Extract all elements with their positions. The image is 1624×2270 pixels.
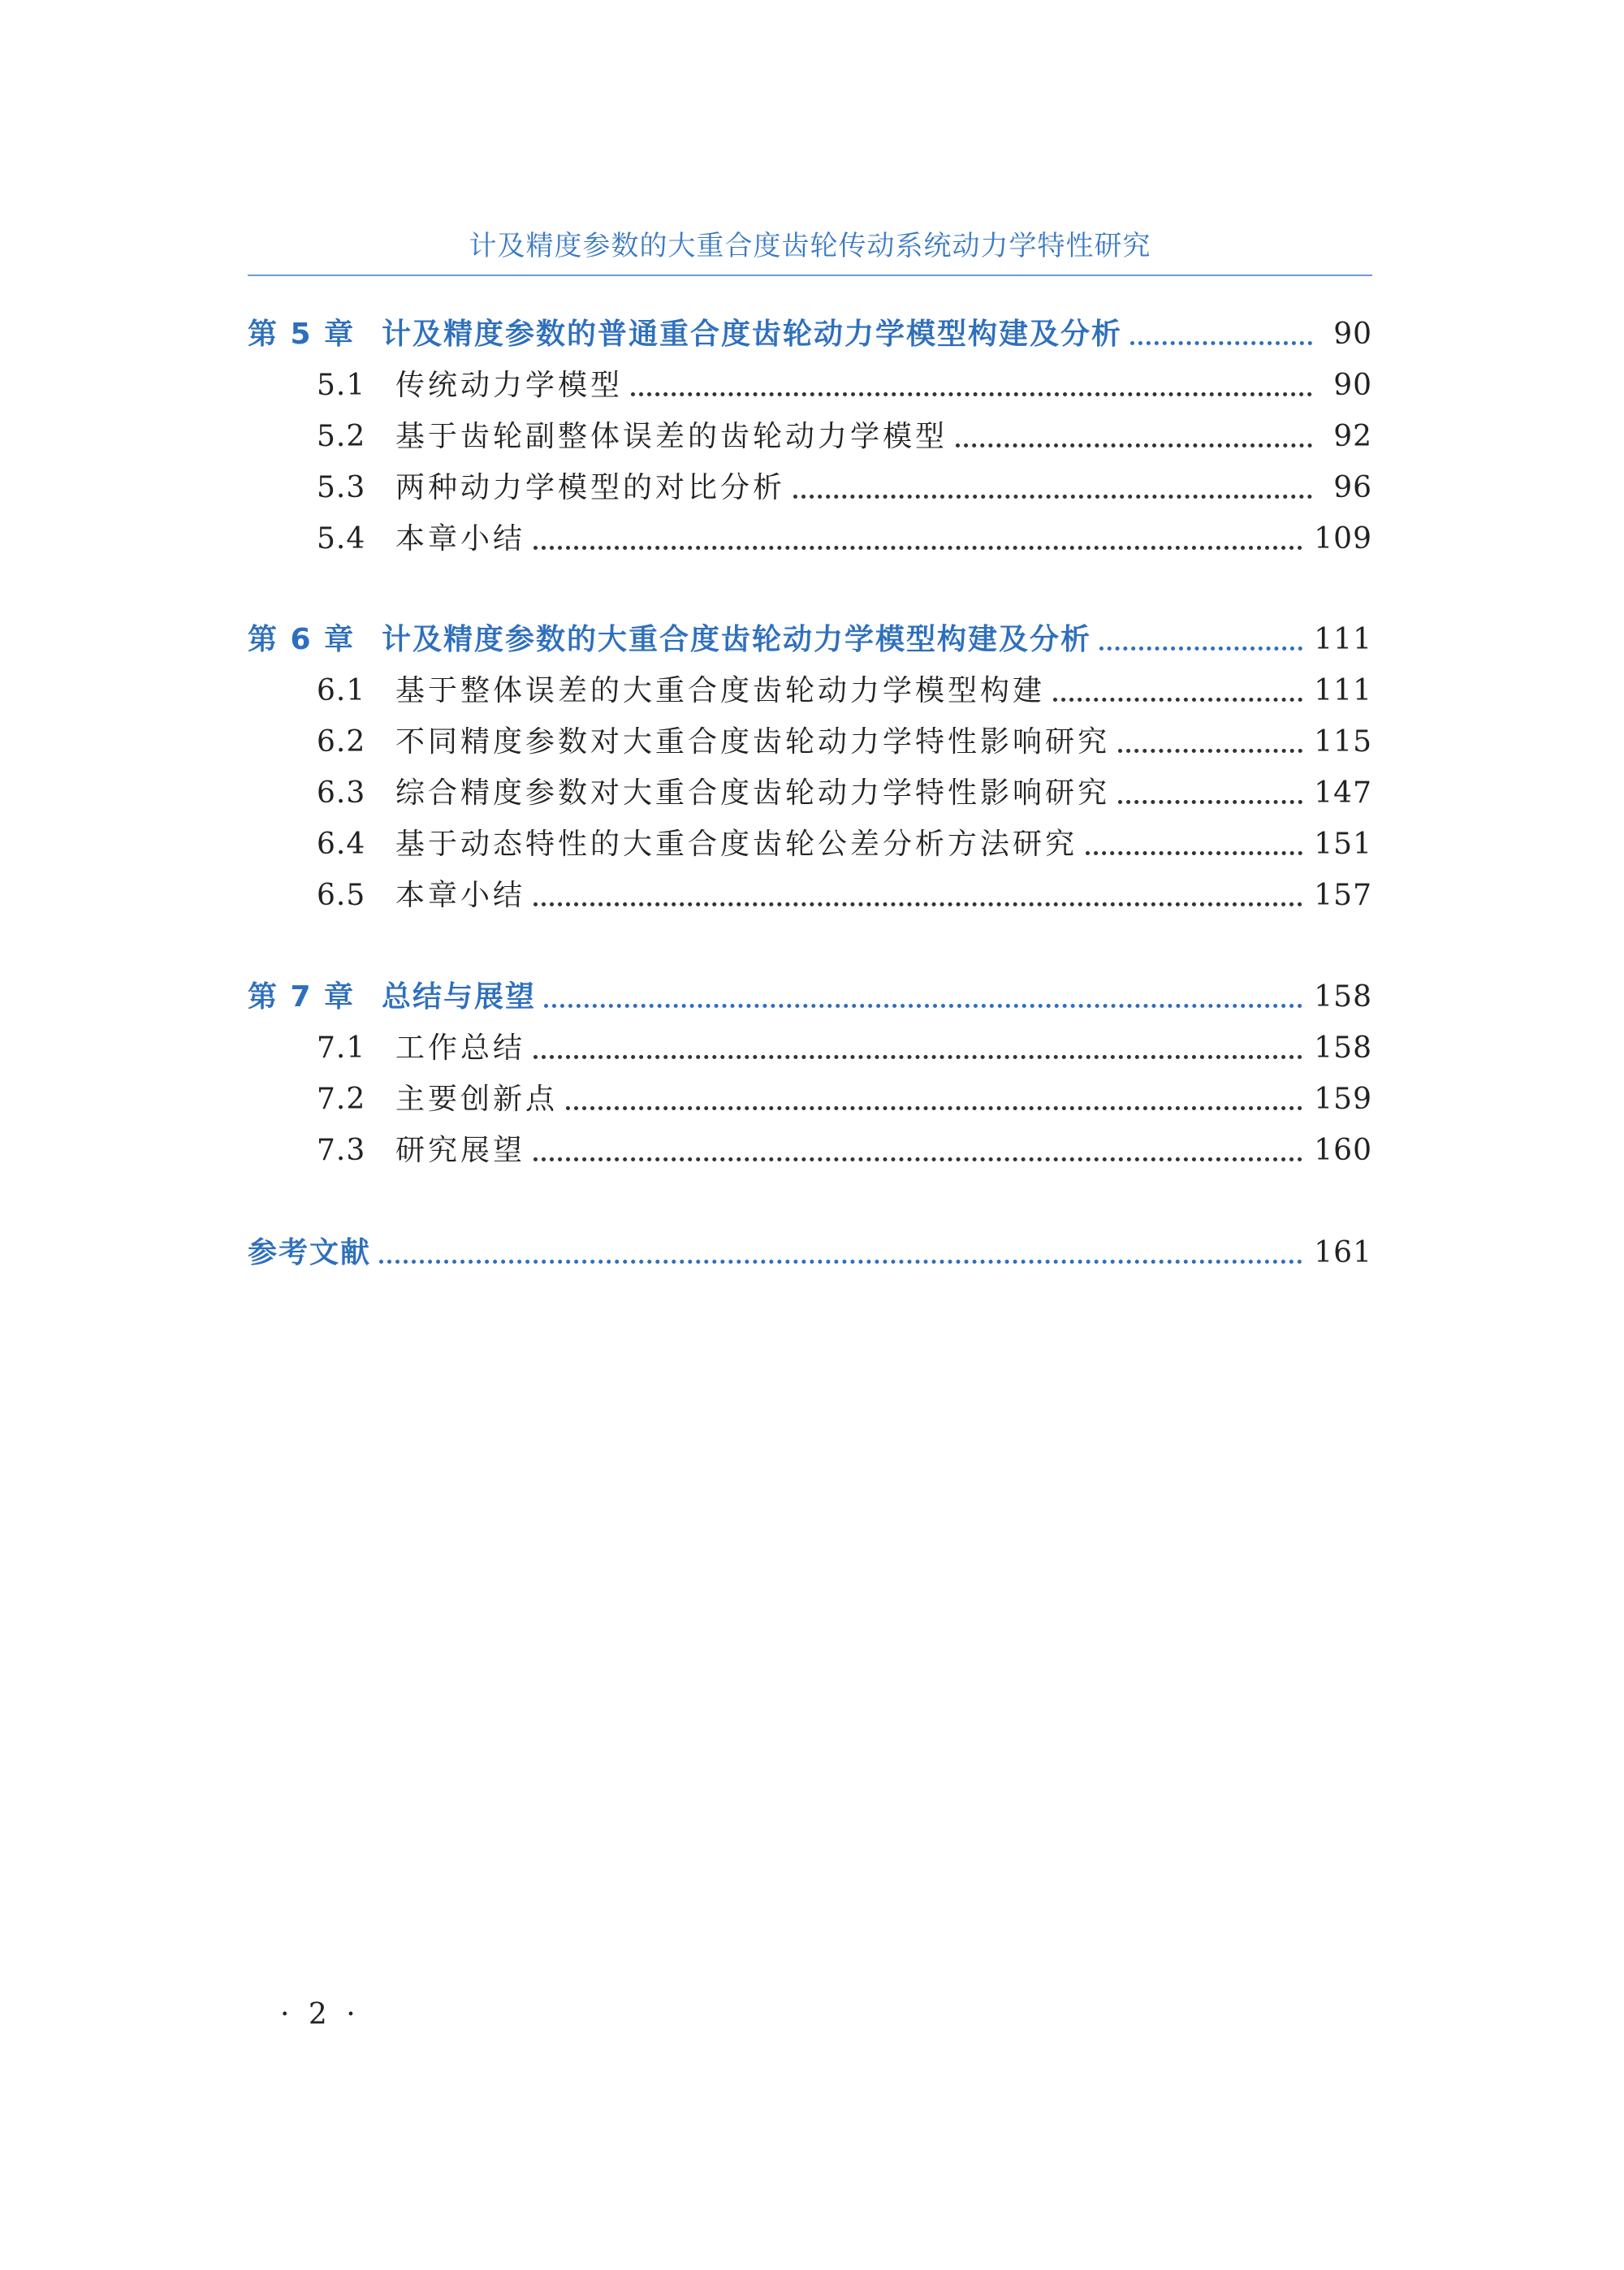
toc-entry-number: 7.2 [317, 1083, 366, 1116]
toc-entry-number: 第 5 章 [248, 318, 356, 351]
toc-entry[interactable] [248, 875, 1372, 917]
toc-entry-title: 参考文献 [248, 1236, 372, 1269]
toc-entry-page: 158 [1314, 980, 1372, 1014]
header-rule [248, 275, 1372, 276]
toc-entry-page: 92 [1333, 420, 1372, 453]
toc-entry-title: 计及精度参数的普通重合度齿轮动力学模型构建及分析 [382, 318, 1123, 351]
dot-leader [956, 443, 1312, 448]
toc-entry-title: 综合精度参数对大重合度齿轮动力学特性影响研究 [395, 776, 1111, 810]
toc-entry-page: 109 [1314, 522, 1372, 556]
toc-entry[interactable] [248, 416, 1372, 458]
toc-entry-title: 计及精度参数的大重合度齿轮动力学模型构建及分析 [382, 623, 1092, 656]
toc-entry[interactable] [248, 721, 1372, 763]
toc-entry-title: 本章小结 [395, 522, 526, 556]
toc-entry-page: 159 [1314, 1083, 1372, 1116]
toc-entry[interactable] [248, 772, 1372, 815]
toc-entry-page: 151 [1314, 828, 1372, 861]
toc-entry-title: 两种动力学模型的对比分析 [395, 471, 786, 504]
toc-entry-number: 7.3 [317, 1134, 366, 1167]
toc-entry[interactable] [248, 365, 1372, 407]
toc-entry-number: 第 7 章 [248, 980, 356, 1014]
toc-entry-number: 5.2 [317, 420, 366, 453]
toc-entry-title: 传统动力学模型 [395, 369, 624, 402]
toc-entry[interactable] [248, 1232, 1372, 1274]
toc-entry-page: 157 [1314, 879, 1372, 912]
toc-entry-number: 6.1 [317, 674, 366, 707]
dot-leader [1118, 800, 1302, 804]
dot-leader [533, 902, 1302, 906]
dot-leader [1053, 698, 1302, 702]
toc-entry-title: 总结与展望 [382, 980, 537, 1014]
toc-entry[interactable] [248, 1079, 1372, 1121]
running-header: 计及精度参数的大重合度齿轮传动系统动力学特性研究 [469, 230, 1151, 262]
toc-entry-page: 115 [1314, 725, 1372, 759]
toc-entry-number: 5.1 [317, 369, 366, 402]
toc-entry-title: 基于齿轮副整体误差的齿轮动力学模型 [395, 420, 948, 453]
dot-leader [544, 1004, 1302, 1008]
toc-entry-title: 工作总结 [395, 1031, 526, 1065]
toc-entry-title: 主要创新点 [395, 1083, 559, 1116]
page-number: · 2 · [280, 1998, 361, 2031]
toc-entry-number: 6.4 [317, 828, 366, 861]
toc-entry[interactable] [248, 1130, 1372, 1172]
toc-entry[interactable] [248, 467, 1372, 509]
toc-entry-number: 5.4 [317, 522, 366, 556]
toc-entry-page: 90 [1333, 369, 1372, 402]
toc-entry-number: 6.5 [317, 879, 366, 912]
toc-entry[interactable] [248, 670, 1372, 712]
dot-leader [1099, 646, 1302, 651]
toc-entry-page: 111 [1314, 623, 1372, 656]
dot-leader [533, 1055, 1302, 1059]
toc-entry-number: 7.1 [317, 1031, 366, 1065]
toc-entry-page: 160 [1314, 1134, 1372, 1167]
toc-entry[interactable] [248, 518, 1372, 560]
dot-leader [1118, 749, 1302, 753]
dot-leader [631, 392, 1312, 396]
toc-entry-number: 第 6 章 [248, 623, 356, 656]
toc-entry[interactable] [248, 313, 1372, 356]
dot-leader [1086, 851, 1302, 855]
toc-entry[interactable] [248, 619, 1372, 661]
toc-entry-title: 基于动态特性的大重合度齿轮公差分析方法研究 [395, 828, 1078, 861]
toc-entry-page: 161 [1314, 1236, 1372, 1269]
toc-entry-page: 147 [1314, 776, 1372, 810]
dot-leader [793, 495, 1312, 499]
dot-leader [533, 546, 1302, 550]
toc-entry[interactable] [248, 1027, 1372, 1070]
toc-entry-number: 6.2 [317, 725, 366, 759]
toc-entry-title: 不同精度参数对大重合度齿轮动力学特性影响研究 [395, 725, 1111, 759]
toc-entry-page: 158 [1314, 1031, 1372, 1065]
toc-entry-title: 基于整体误差的大重合度齿轮动力学模型构建 [395, 674, 1046, 707]
toc-entry-page: 96 [1333, 471, 1372, 504]
toc-entry-number: 5.3 [317, 471, 366, 504]
dot-leader [379, 1260, 1302, 1264]
toc-entry-title: 本章小结 [395, 879, 526, 912]
toc-entry-page: 90 [1333, 318, 1372, 351]
toc-entry[interactable] [248, 824, 1372, 866]
toc-entry-number: 6.3 [317, 776, 366, 810]
dot-leader [566, 1106, 1302, 1110]
dot-leader [1130, 341, 1312, 345]
toc-entry-title: 研究展望 [395, 1134, 526, 1167]
toc-entry[interactable] [248, 976, 1372, 1018]
toc-entry-page: 111 [1314, 674, 1372, 707]
dot-leader [533, 1157, 1302, 1161]
